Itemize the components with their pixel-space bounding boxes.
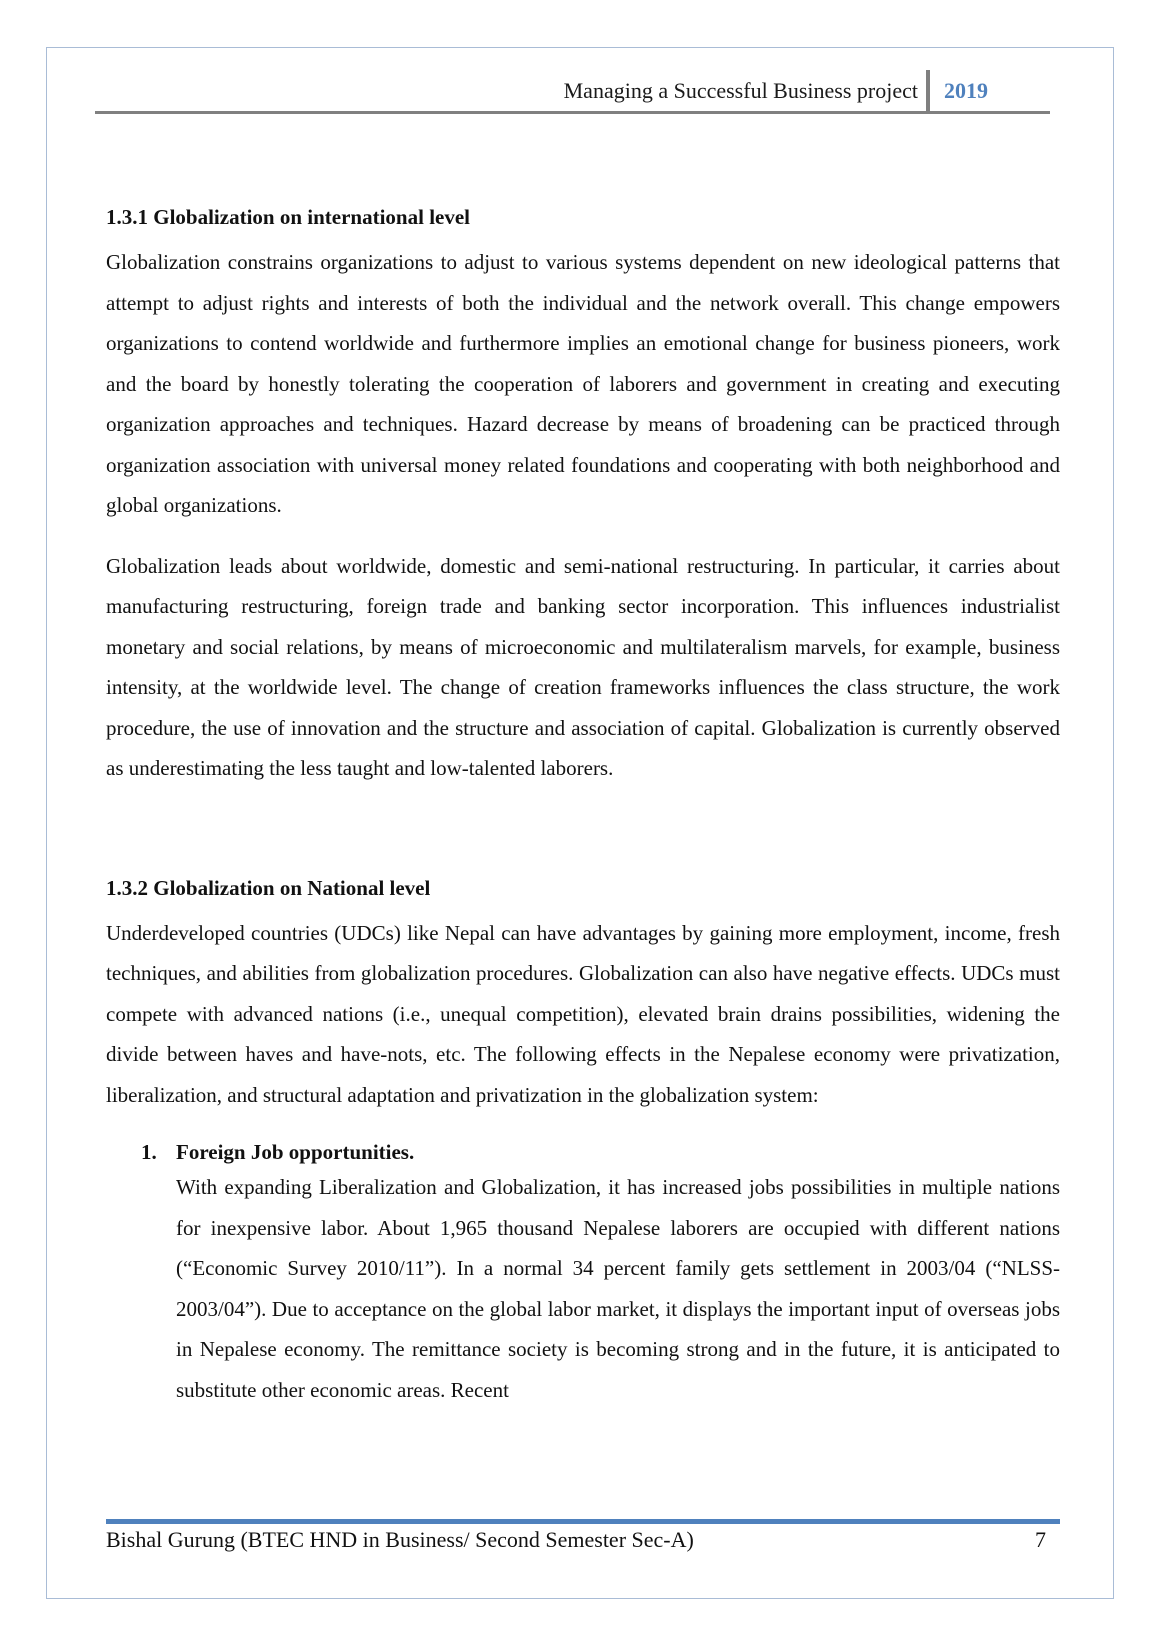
section-heading-international: 1.3.1 Globalization on international level	[106, 205, 471, 229]
document-body	[106, 198, 1060, 1410]
header-divider	[926, 70, 930, 111]
list-item	[106, 1137, 1060, 1410]
page-footer	[106, 1519, 1060, 1552]
list-item-number: 1.	[141, 1140, 157, 1164]
paragraph: Underdeveloped countries (UDCs) like Nepal can have advantages by gaining more employment, income, fresh techniques, and abilities from globalization procedures. Globalization can also have negative effects. UDCs must compete with advanced nations (i.e., unequal competition), elevated brain drains possibilities, widening the divide between haves and have-nots, etc. The following effects in the Nepalese economy were privatization, liberalization, and structural adaptation and privatization in the globalization system:	[106, 920, 1060, 1107]
footer-author: Bishal Gurung (BTEC HND in Business/ Second Semester Sec-A)	[106, 1527, 694, 1552]
list-item-title: Foreign Job opportunities.	[176, 1140, 415, 1164]
paragraph: Globalization leads about worldwide, domestic and semi-national restructuring. In particular, it carries about manufacturing restructuring, foreign trade and banking sector incorporation. This influences industrialist monetary and social relations, by means of microeconomic and multilateralism marvels, for example, business intensity, at the worldwide level. The change of creation frameworks influences the class structure, the work procedure, the use of innovation and the structure and association of capital. Globalization is currently observed as underestimating the less taught and low-talented laborers.	[106, 553, 1060, 780]
header-title: Managing a Successful Business project	[563, 78, 918, 103]
list-item-text: With expanding Liberalization and Globalization, it has increased jobs possibilities in multiple nations for inexpensive labor. About 1,965 thousand Nepalese laborers are occupied with different nations (“Economic Survey 2010/11”). In a normal 34 percent family gets settlement in 2003/04 (“NLSS-2003/04”). Due to acceptance on the global labor market, it displays the important input of overseas jobs in Nepalese economy. The remittance society is becoming strong and in the future, it is anticipated to substitute other economic areas. Recent	[176, 1175, 1060, 1402]
header-year: 2019	[944, 78, 988, 103]
page-header	[95, 70, 1050, 114]
paragraph: Globalization constrains organizations to adjust to various systems dependent on new ideological patterns that attempt to adjust rights and interests of both the individual and the network overall. This change empowers organizations to contend worldwide and furthermore implies an emotional change for business pioneers, work and the board by honestly tolerating the cooperation of laborers and government in creating and executing organization approaches and techniques. Hazard decrease by means of broadening can be practiced through organization association with universal money related foundations and cooperating with both neighborhood and global organizations.	[106, 250, 1060, 517]
page-number: 7	[1035, 1527, 1046, 1552]
section-heading-national: 1.3.2 Globalization on National level	[106, 875, 431, 900]
